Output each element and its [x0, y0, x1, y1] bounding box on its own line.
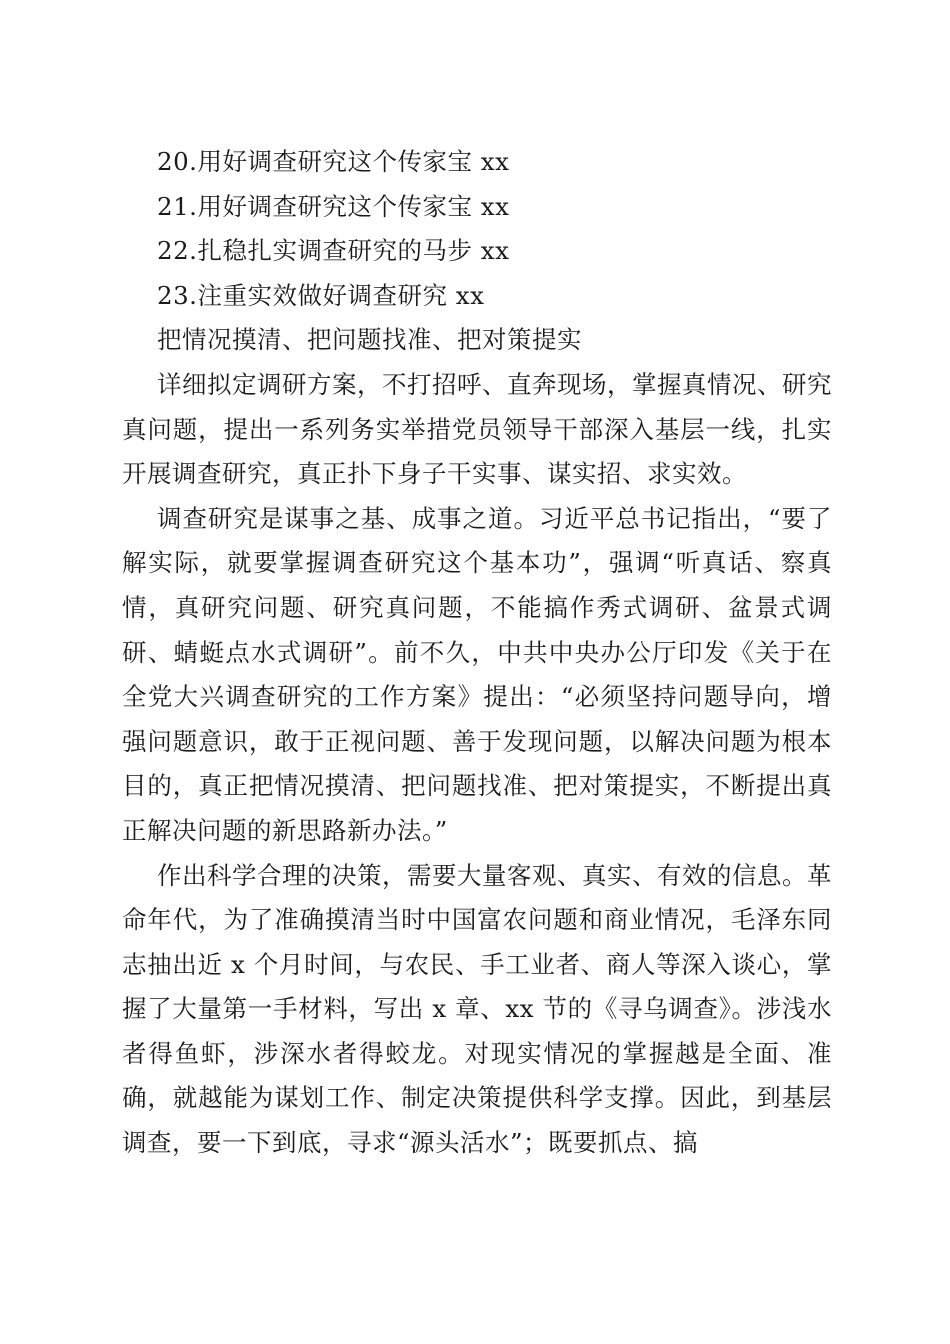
body-paragraph: 详细拟定调研方案，不打招呼、直奔现场，掌握真情况、研究真问题，提出一系列务实举措党员领导干部深入基层一线，扎实开展调查研究，真正扑下身子干实事、谋实招、求实效。	[122, 369, 832, 489]
body-paragraph: 作出科学合理的决策，需要大量客观、真实、有效的信息。革命年代，为了准确摸清当时中国富农问题和商业情况，毛泽东同志抽出近 x 个月时间，与农民、手工业者、商人等深入谈心，掌握了大量第一手材料，写出 x 章、xx 节的《寻乌调查》。涉浅水者得鱼虾，涉深水者得蛟龙。对现实情况的掌握越是全面、准确，就越能为谋划工作、制定决策提供科学支撑。因此，到基层调查，要一下到底，寻求“源头活水”；既要抓点、搞	[122, 860, 832, 1158]
list-item: 22.扎稳扎实调查研究的马步 xx	[157, 236, 510, 266]
list-item: 20.用好调查研究这个传家宝 xx	[157, 147, 510, 176]
list-item: 21.用好调查研究这个传家宝 xx	[157, 191, 510, 221]
list-item: 23.注重实效做好调查研究 xx	[157, 280, 485, 310]
body-paragraph: 调查研究是谋事之基、成事之道。习近平总书记指出，“要了解实际，就要掌握调查研究这个基本功”，强调“听真话、察真情，真研究问题、研究真问题，不能搞作秀式调研、盆景式调研、蜻蜓点水式调研”。前不久，中共中央办公厅印发《关于在全党大兴调查研究的工作方案》提出：“必须坚持问题导向，增强问题意识，敢于正视问题、善于发现问题，以解决问题为根本目的，真正把情况摸清、把问题找准、把对策提实，不断提出真正解决问题的新思路新办法。”	[122, 503, 832, 845]
document-body	[122, 140, 832, 1166]
section-subtitle: 把情况摸清、把问题找准、把对策提实	[157, 325, 582, 355]
